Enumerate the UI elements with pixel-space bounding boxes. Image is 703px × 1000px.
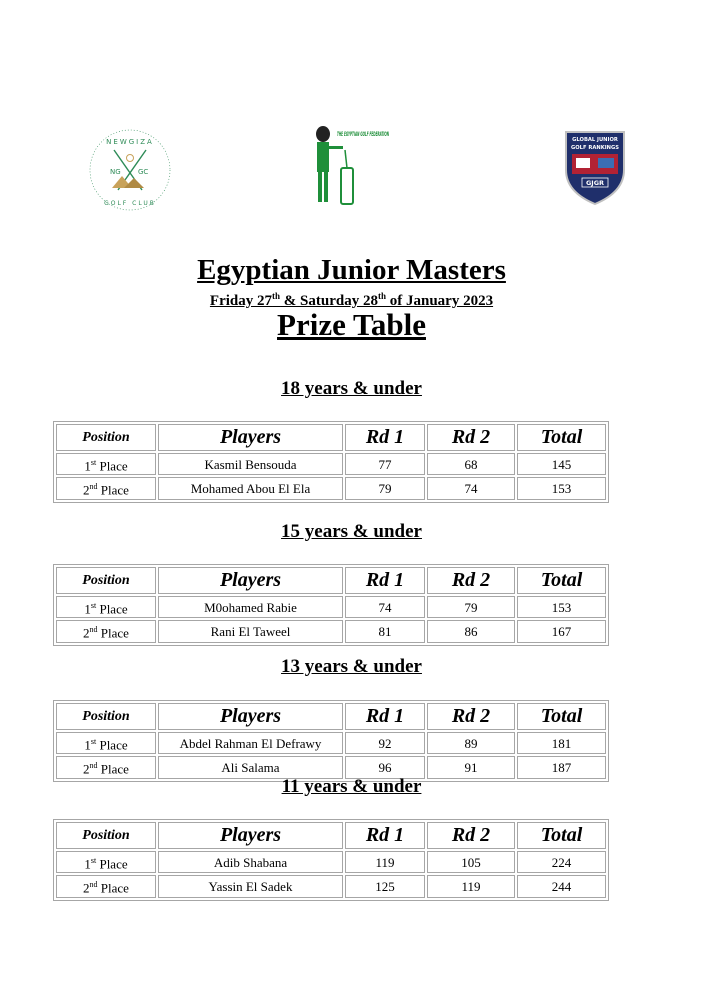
- cell-rd2: 86: [427, 620, 515, 642]
- col-header-total: Total: [517, 703, 606, 730]
- event-dates: Friday 27th & Saturday 28th of January 2023: [209, 291, 494, 309]
- col-header-players: Players: [158, 424, 343, 451]
- cell-total: 181: [517, 732, 606, 754]
- col-header-position: Position: [56, 567, 156, 594]
- logo-gjgr-line1: GLOBAL JUNIOR: [572, 137, 618, 143]
- cell-player: Abdel Rahman El Defrawy: [158, 732, 343, 754]
- cell-position: 1st Place: [56, 453, 156, 475]
- logo-left-letters: NG: [110, 168, 121, 176]
- gjgr-logo: [562, 126, 628, 206]
- logo-ring-top: NEWGIZA: [106, 138, 154, 146]
- col-header-rd1: Rd 1: [345, 703, 425, 730]
- col-header-players: Players: [158, 822, 343, 849]
- col-header-total: Total: [517, 822, 606, 849]
- table-row: [56, 732, 606, 754]
- cell-position: 1st Place: [56, 851, 156, 873]
- egyptian-golf-federation-logo: [311, 120, 391, 212]
- logo-gjgr-line2: GOLF RANKINGS: [571, 145, 619, 151]
- category-heading: 13 years & under: [281, 656, 422, 677]
- col-header-position: Position: [56, 424, 156, 451]
- prize-table: [53, 564, 609, 646]
- cell-rd2: 105: [427, 851, 515, 873]
- category-heading: 18 years & under: [281, 378, 422, 399]
- cell-rd2: 119: [427, 875, 515, 897]
- cell-rd2: 68: [427, 453, 515, 475]
- cell-position: 1st Place: [56, 732, 156, 754]
- cell-rd1: 92: [345, 732, 425, 754]
- table-row: [56, 477, 606, 499]
- category-heading: 15 years & under: [281, 521, 422, 542]
- cell-player: Yassin El Sadek: [158, 875, 343, 897]
- cell-position: 2nd Place: [56, 477, 156, 499]
- cell-player: Mohamed Abou El Ela: [158, 477, 343, 499]
- col-header-rd2: Rd 2: [427, 567, 515, 594]
- cell-total: 167: [517, 620, 606, 642]
- cell-position: 1st Place: [56, 596, 156, 618]
- cell-rd1: 125: [345, 875, 425, 897]
- cell-total: 224: [517, 851, 606, 873]
- table-row: [56, 620, 606, 642]
- col-header-position: Position: [56, 703, 156, 730]
- cell-total: 187: [517, 756, 606, 778]
- cell-rd1: 119: [345, 851, 425, 873]
- newgiza-golf-club-logo: [82, 128, 178, 212]
- cell-rd1: 96: [345, 756, 425, 778]
- cell-rd1: 77: [345, 453, 425, 475]
- cell-position: 2nd Place: [56, 620, 156, 642]
- cell-rd2: 91: [427, 756, 515, 778]
- prize-table: [53, 819, 609, 901]
- cell-total: 153: [517, 596, 606, 618]
- cell-player: Ali Salama: [158, 756, 343, 778]
- logo-right-letters: GC: [138, 168, 149, 176]
- cell-total: 244: [517, 875, 606, 897]
- logo-gjgr-badge: GJGR: [585, 179, 605, 187]
- cell-position: 2nd Place: [56, 756, 156, 778]
- cell-player: M0ohamed Rabie: [158, 596, 343, 618]
- event-title: Egyptian Junior Masters: [197, 254, 506, 286]
- cell-position: 2nd Place: [56, 875, 156, 897]
- cell-rd2: 74: [427, 477, 515, 499]
- prize-table: [53, 700, 609, 782]
- col-header-rd2: Rd 2: [427, 703, 515, 730]
- col-header-rd1: Rd 1: [345, 567, 425, 594]
- cell-player: Rani El Taweel: [158, 620, 343, 642]
- table-header-row: [56, 703, 606, 730]
- col-header-total: Total: [517, 424, 606, 451]
- col-header-rd2: Rd 2: [427, 822, 515, 849]
- table-row: [56, 875, 606, 897]
- logo-egf-text: THE EGYPTIAN GOLF FEDERATION: [337, 130, 390, 138]
- cell-rd2: 89: [427, 732, 515, 754]
- cell-rd2: 79: [427, 596, 515, 618]
- logo-ring-bottom: GOLF CLUB: [104, 200, 156, 207]
- table-header-row: [56, 567, 606, 594]
- col-header-players: Players: [158, 703, 343, 730]
- col-header-rd2: Rd 2: [427, 424, 515, 451]
- table-row: [56, 596, 606, 618]
- cell-rd1: 81: [345, 620, 425, 642]
- cell-player: Kasmil Bensouda: [158, 453, 343, 475]
- table-row: [56, 453, 606, 475]
- col-header-position: Position: [56, 822, 156, 849]
- prize-table-title: Prize Table: [277, 307, 426, 342]
- table-header-row: [56, 424, 606, 451]
- prize-table: [53, 421, 609, 503]
- col-header-players: Players: [158, 567, 343, 594]
- cell-player: Adib Shabana: [158, 851, 343, 873]
- col-header-total: Total: [517, 567, 606, 594]
- table-row: [56, 851, 606, 873]
- category-heading: 11 years & under: [281, 776, 422, 797]
- cell-total: 145: [517, 453, 606, 475]
- col-header-rd1: Rd 1: [345, 822, 425, 849]
- table-header-row: [56, 822, 606, 849]
- cell-rd1: 74: [345, 596, 425, 618]
- cell-total: 153: [517, 477, 606, 499]
- cell-rd1: 79: [345, 477, 425, 499]
- col-header-rd1: Rd 1: [345, 424, 425, 451]
